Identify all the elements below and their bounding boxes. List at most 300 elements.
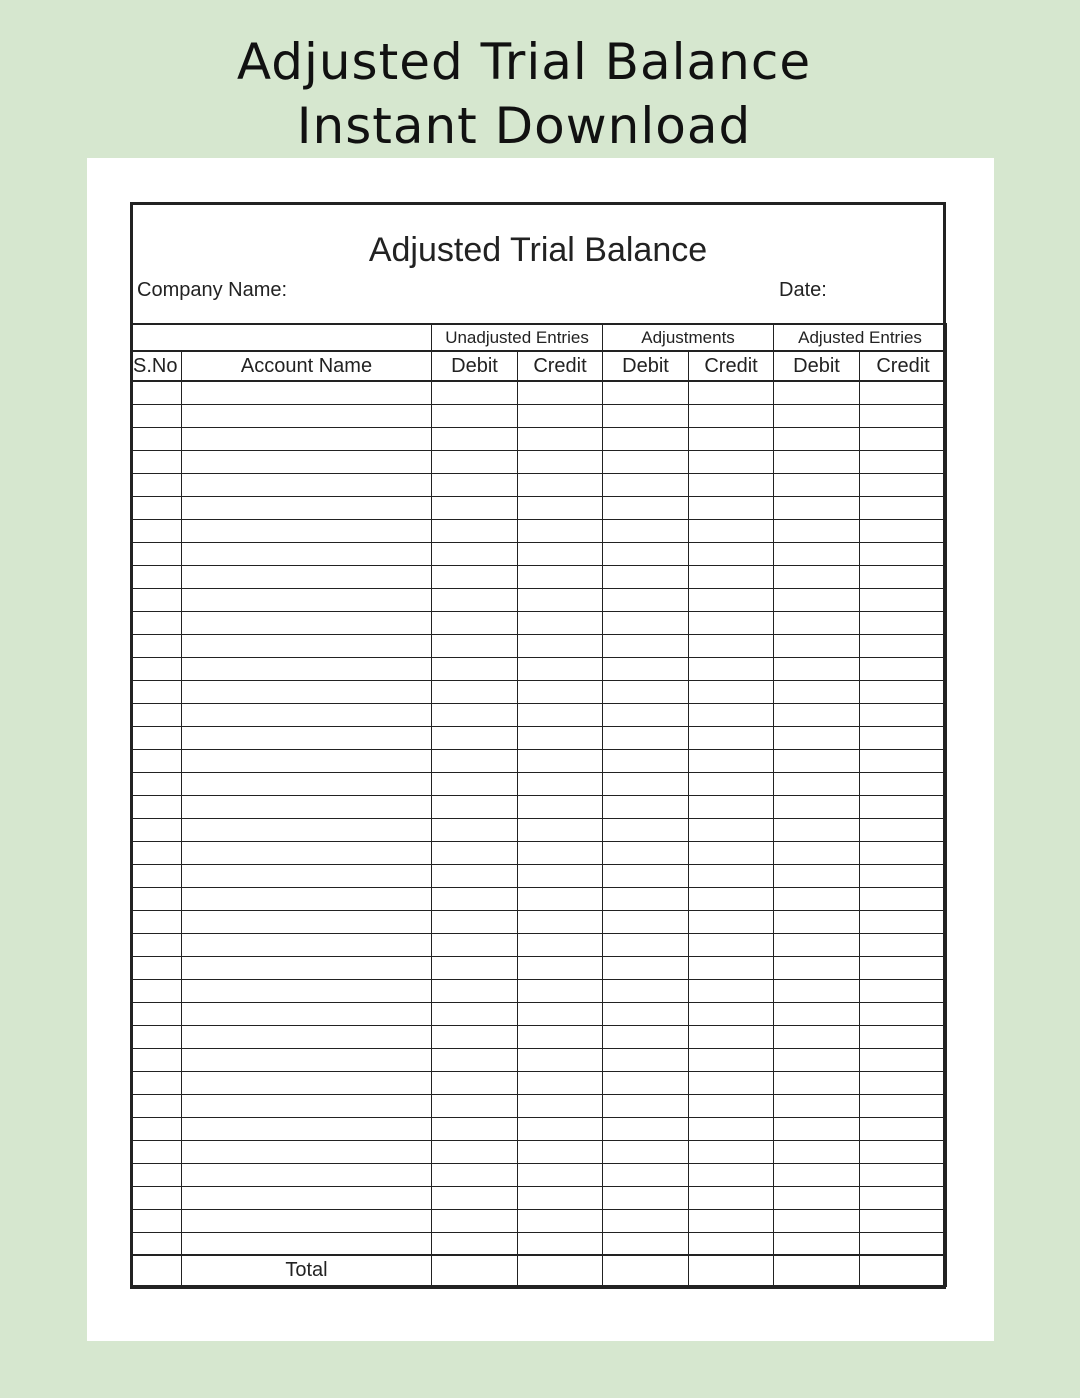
table-cell xyxy=(689,795,774,818)
table-cell xyxy=(518,496,603,519)
table-cell xyxy=(518,1094,603,1117)
group-header-adjustments: Adjustments xyxy=(603,324,774,351)
table-row xyxy=(131,703,947,726)
table-cell xyxy=(131,1025,182,1048)
table-cell xyxy=(518,979,603,1002)
table-cell xyxy=(432,979,518,1002)
table-cell xyxy=(860,933,947,956)
table-cell xyxy=(182,381,432,404)
table-cell xyxy=(689,1209,774,1232)
table-cell xyxy=(182,634,432,657)
table-cell xyxy=(432,1025,518,1048)
table-cell xyxy=(518,887,603,910)
table-cell xyxy=(774,979,860,1002)
table-cell xyxy=(131,887,182,910)
table-cell xyxy=(860,772,947,795)
date-label: Date: xyxy=(779,279,827,301)
table-cell xyxy=(182,1071,432,1094)
table-row xyxy=(131,1186,947,1209)
table-cell xyxy=(689,1002,774,1025)
table-cell xyxy=(689,1071,774,1094)
table-cell xyxy=(689,1117,774,1140)
table-cell xyxy=(131,726,182,749)
table-cell xyxy=(432,657,518,680)
table-cell xyxy=(603,841,689,864)
column-header-unadjusted-debit: Debit xyxy=(432,351,518,381)
table-cell xyxy=(432,634,518,657)
table-cell xyxy=(182,933,432,956)
table-cell xyxy=(432,956,518,979)
table-cell xyxy=(603,772,689,795)
table-cell xyxy=(518,818,603,841)
table-cell xyxy=(774,496,860,519)
column-header-adjustments-debit: Debit xyxy=(603,351,689,381)
table-cell xyxy=(689,657,774,680)
table-cell xyxy=(432,1209,518,1232)
table-cell xyxy=(182,864,432,887)
table-cell xyxy=(603,519,689,542)
table-cell xyxy=(689,519,774,542)
table-cell xyxy=(689,496,774,519)
table-cell xyxy=(689,726,774,749)
table-row xyxy=(131,680,947,703)
table-cell xyxy=(603,404,689,427)
table-cell xyxy=(131,749,182,772)
table-row xyxy=(131,910,947,933)
total-cell xyxy=(603,1255,689,1286)
table-row xyxy=(131,404,947,427)
table-cell xyxy=(774,933,860,956)
table-row xyxy=(131,381,947,404)
table-cell xyxy=(182,726,432,749)
table-cell xyxy=(182,887,432,910)
table-cell xyxy=(131,588,182,611)
table-cell xyxy=(518,1071,603,1094)
table-cell xyxy=(860,818,947,841)
table-cell xyxy=(131,381,182,404)
table-row xyxy=(131,611,947,634)
table-cell xyxy=(432,1002,518,1025)
promo-title-line-2: Instant Download xyxy=(296,97,752,155)
table-cell xyxy=(182,841,432,864)
table-cell xyxy=(860,864,947,887)
table-cell xyxy=(603,703,689,726)
table-cell xyxy=(432,910,518,933)
table-cell xyxy=(774,427,860,450)
table-row xyxy=(131,542,947,565)
table-cell xyxy=(774,381,860,404)
table-cell xyxy=(860,887,947,910)
table-cell xyxy=(432,427,518,450)
table-cell xyxy=(603,795,689,818)
table-cell xyxy=(182,910,432,933)
table-cell xyxy=(860,841,947,864)
table-cell xyxy=(860,749,947,772)
group-header-blank xyxy=(131,324,432,351)
table-cell xyxy=(774,910,860,933)
table-cell xyxy=(689,956,774,979)
table-cell xyxy=(131,1117,182,1140)
table-row xyxy=(131,496,947,519)
table-cell xyxy=(689,703,774,726)
table-cell xyxy=(131,519,182,542)
table-row xyxy=(131,450,947,473)
table-cell xyxy=(518,473,603,496)
table-cell xyxy=(860,1094,947,1117)
table-cell xyxy=(689,818,774,841)
table-cell xyxy=(182,519,432,542)
table-row xyxy=(131,1002,947,1025)
table-row xyxy=(131,1209,947,1232)
table-cell xyxy=(182,588,432,611)
table-cell xyxy=(131,565,182,588)
table-cell xyxy=(774,1048,860,1071)
table-cell xyxy=(860,588,947,611)
table-cell xyxy=(774,680,860,703)
table-cell xyxy=(182,1094,432,1117)
table-row xyxy=(131,1140,947,1163)
table-cell xyxy=(860,1140,947,1163)
table-cell xyxy=(182,818,432,841)
table-cell xyxy=(689,427,774,450)
table-cell xyxy=(860,1048,947,1071)
table-row xyxy=(131,979,947,1002)
table-cell xyxy=(182,956,432,979)
table-cell xyxy=(774,772,860,795)
table-cell xyxy=(182,473,432,496)
table-cell xyxy=(131,818,182,841)
table-cell xyxy=(774,1186,860,1209)
table-cell xyxy=(518,1025,603,1048)
table-cell xyxy=(182,772,432,795)
table-cell xyxy=(131,1209,182,1232)
table-cell xyxy=(432,841,518,864)
table-cell xyxy=(603,910,689,933)
table-cell xyxy=(860,496,947,519)
table-cell xyxy=(860,726,947,749)
table-cell xyxy=(603,749,689,772)
table-cell xyxy=(182,1117,432,1140)
table-cell xyxy=(774,450,860,473)
table-cell xyxy=(603,473,689,496)
table-cell xyxy=(603,1002,689,1025)
table-cell xyxy=(432,1117,518,1140)
table-cell xyxy=(518,427,603,450)
table-cell xyxy=(432,1140,518,1163)
total-sno-cell xyxy=(131,1255,182,1286)
table-cell xyxy=(518,1163,603,1186)
total-cell xyxy=(774,1255,860,1286)
table-cell xyxy=(432,473,518,496)
table-cell xyxy=(131,795,182,818)
table-cell xyxy=(518,772,603,795)
table-cell xyxy=(603,381,689,404)
table-cell xyxy=(774,565,860,588)
table-cell xyxy=(432,381,518,404)
table-cell xyxy=(131,1232,182,1255)
table-cell xyxy=(131,772,182,795)
table-cell xyxy=(518,864,603,887)
table-cell xyxy=(603,1071,689,1094)
table-cell xyxy=(518,795,603,818)
table-cell xyxy=(432,404,518,427)
table-cell xyxy=(603,887,689,910)
table-cell xyxy=(689,680,774,703)
table-cell xyxy=(432,519,518,542)
table-row xyxy=(131,887,947,910)
table-cell xyxy=(860,611,947,634)
table-cell xyxy=(518,749,603,772)
table-cell xyxy=(182,749,432,772)
table-cell xyxy=(860,979,947,1002)
table-cell xyxy=(603,1140,689,1163)
table-cell xyxy=(131,680,182,703)
table-cell xyxy=(131,473,182,496)
table-cell xyxy=(518,1117,603,1140)
table-cell xyxy=(689,1140,774,1163)
table-cell xyxy=(774,588,860,611)
table-cell xyxy=(603,542,689,565)
column-header-adjusted-debit: Debit xyxy=(774,351,860,381)
table-cell xyxy=(182,542,432,565)
table-cell xyxy=(518,565,603,588)
table-cell xyxy=(774,887,860,910)
table-cell xyxy=(182,1048,432,1071)
table-cell xyxy=(860,404,947,427)
table-cell xyxy=(432,933,518,956)
column-header-sno: S.No xyxy=(131,351,182,381)
table-cell xyxy=(603,588,689,611)
column-header-row xyxy=(131,351,947,381)
table-row xyxy=(131,726,947,749)
table-row xyxy=(131,933,947,956)
table-cell xyxy=(774,1071,860,1094)
table-cell xyxy=(432,772,518,795)
form-title: Adjusted Trial Balance xyxy=(368,231,708,269)
table-row xyxy=(131,427,947,450)
table-cell xyxy=(432,1163,518,1186)
table-row xyxy=(131,473,947,496)
table-cell xyxy=(603,1025,689,1048)
table-cell xyxy=(860,1232,947,1255)
table-cell xyxy=(603,427,689,450)
table-cell xyxy=(131,956,182,979)
total-cell xyxy=(689,1255,774,1286)
table-cell xyxy=(860,680,947,703)
table-cell xyxy=(774,1094,860,1117)
column-header-adjustments-credit: Credit xyxy=(689,351,774,381)
table-row xyxy=(131,1094,947,1117)
table-cell xyxy=(518,726,603,749)
table-cell xyxy=(518,1002,603,1025)
table-cell xyxy=(689,611,774,634)
table-cell xyxy=(432,1048,518,1071)
table-cell xyxy=(774,795,860,818)
table-cell xyxy=(603,1163,689,1186)
table-cell xyxy=(182,657,432,680)
table-cell xyxy=(518,680,603,703)
table-cell xyxy=(860,542,947,565)
table-cell xyxy=(432,1186,518,1209)
table-cell xyxy=(603,1186,689,1209)
table-cell xyxy=(860,1163,947,1186)
table-cell xyxy=(131,864,182,887)
table-cell xyxy=(518,1209,603,1232)
table-cell xyxy=(131,1071,182,1094)
trial-balance-table xyxy=(130,323,947,1287)
table-cell xyxy=(689,588,774,611)
table-cell xyxy=(518,956,603,979)
table-cell xyxy=(518,910,603,933)
table-cell xyxy=(518,450,603,473)
table-cell xyxy=(131,910,182,933)
table-cell xyxy=(774,657,860,680)
table-row xyxy=(131,749,947,772)
table-cell xyxy=(860,1071,947,1094)
table-cell xyxy=(182,703,432,726)
table-cell xyxy=(432,795,518,818)
table-cell xyxy=(603,680,689,703)
table-cell xyxy=(774,519,860,542)
table-cell xyxy=(182,496,432,519)
table-row xyxy=(131,1025,947,1048)
table-row xyxy=(131,772,947,795)
total-row xyxy=(131,1255,947,1286)
table-cell xyxy=(182,1025,432,1048)
table-cell xyxy=(689,1163,774,1186)
table-row xyxy=(131,1048,947,1071)
table-cell xyxy=(131,404,182,427)
table-row xyxy=(131,519,947,542)
table-cell xyxy=(518,1186,603,1209)
table-cell xyxy=(860,703,947,726)
total-cell xyxy=(860,1255,947,1286)
table-cell xyxy=(603,565,689,588)
table-cell xyxy=(774,1209,860,1232)
table-row xyxy=(131,1071,947,1094)
table-cell xyxy=(432,565,518,588)
table-cell xyxy=(860,450,947,473)
table-cell xyxy=(518,588,603,611)
table-cell xyxy=(131,496,182,519)
table-cell xyxy=(432,1071,518,1094)
table-cell xyxy=(182,1186,432,1209)
column-header-adjusted-credit: Credit xyxy=(860,351,947,381)
table-cell xyxy=(860,1186,947,1209)
table-cell xyxy=(689,841,774,864)
table-cell xyxy=(518,933,603,956)
table-cell xyxy=(432,1094,518,1117)
table-cell xyxy=(518,519,603,542)
table-cell xyxy=(603,818,689,841)
table-cell xyxy=(774,542,860,565)
table-cell xyxy=(603,726,689,749)
table-cell xyxy=(131,979,182,1002)
table-cell xyxy=(689,1186,774,1209)
table-cell xyxy=(689,887,774,910)
table-row xyxy=(131,565,947,588)
table-cell xyxy=(603,956,689,979)
table-cell xyxy=(518,1232,603,1255)
table-cell xyxy=(518,634,603,657)
table-cell xyxy=(603,1094,689,1117)
table-cell xyxy=(182,404,432,427)
table-cell xyxy=(131,703,182,726)
table-cell xyxy=(860,634,947,657)
table-cell xyxy=(774,1140,860,1163)
table-cell xyxy=(774,404,860,427)
table-cell xyxy=(131,1002,182,1025)
table-cell xyxy=(432,680,518,703)
table-row xyxy=(131,818,947,841)
table-cell xyxy=(182,979,432,1002)
table-cell xyxy=(518,404,603,427)
table-row xyxy=(131,795,947,818)
table-cell xyxy=(860,565,947,588)
table-cell xyxy=(774,1232,860,1255)
table-cell xyxy=(689,749,774,772)
table-cell xyxy=(689,864,774,887)
table-cell xyxy=(860,1209,947,1232)
table-cell xyxy=(131,841,182,864)
table-cell xyxy=(432,749,518,772)
table-cell xyxy=(689,473,774,496)
table-cell xyxy=(131,1140,182,1163)
table-cell xyxy=(518,381,603,404)
table-row xyxy=(131,588,947,611)
promo-title xyxy=(0,30,1048,158)
table-cell xyxy=(689,404,774,427)
table-row xyxy=(131,1232,947,1255)
table-cell xyxy=(689,634,774,657)
table-cell xyxy=(603,933,689,956)
table-cell xyxy=(860,427,947,450)
table-cell xyxy=(774,749,860,772)
table-cell xyxy=(518,1048,603,1071)
table-cell xyxy=(518,1140,603,1163)
table-cell xyxy=(131,1186,182,1209)
table-row xyxy=(131,657,947,680)
table-cell xyxy=(432,1232,518,1255)
table-cell xyxy=(860,519,947,542)
table-cell xyxy=(774,634,860,657)
table-row xyxy=(131,634,947,657)
table-cell xyxy=(432,887,518,910)
group-header-unadjusted: Unadjusted Entries xyxy=(432,324,603,351)
table-cell xyxy=(689,1094,774,1117)
table-row xyxy=(131,841,947,864)
promo-title-line-1: Adjusted Trial Balance xyxy=(236,33,812,91)
table-cell xyxy=(603,611,689,634)
table-cell xyxy=(182,795,432,818)
table-cell xyxy=(603,1048,689,1071)
table-cell xyxy=(689,772,774,795)
table-cell xyxy=(131,634,182,657)
table-cell xyxy=(603,657,689,680)
total-cell xyxy=(432,1255,518,1286)
table-cell xyxy=(518,703,603,726)
table-cell xyxy=(182,680,432,703)
table-cell xyxy=(131,657,182,680)
table-row xyxy=(131,864,947,887)
table-cell xyxy=(603,1209,689,1232)
table-cell xyxy=(432,864,518,887)
table-row xyxy=(131,1117,947,1140)
table-cell xyxy=(860,795,947,818)
table-cell xyxy=(131,542,182,565)
table-cell xyxy=(518,611,603,634)
table-cell xyxy=(182,565,432,588)
